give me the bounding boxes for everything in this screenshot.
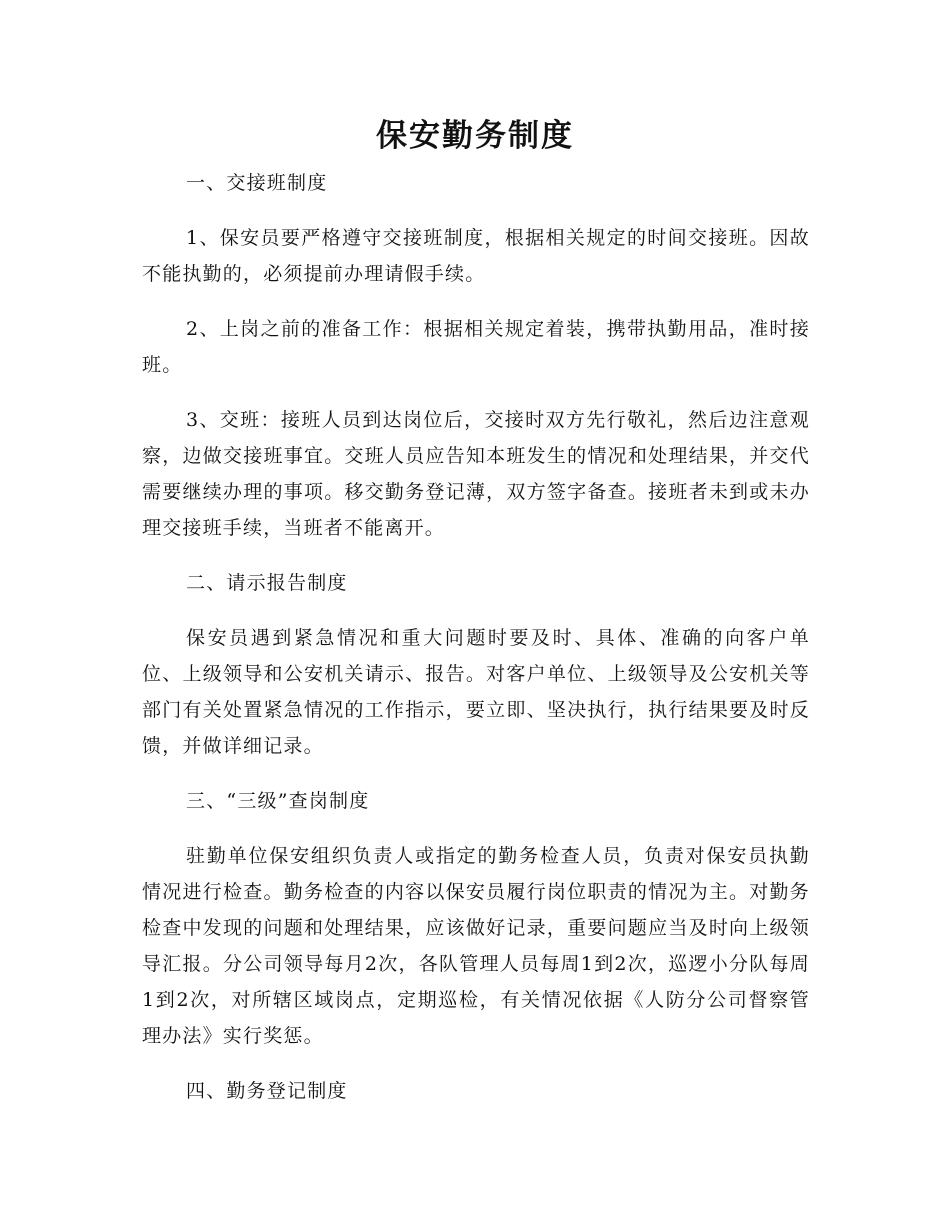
section-heading-handover: 一、交接班制度 [186,172,328,194]
section-heading-registration: 四、勤务登记制度 [186,1080,348,1102]
section-heading-report: 二、请示报告制度 [186,572,348,594]
paragraph-handover-1: 1、保安员要严格遵守交接班制度，根据相关规定的时间交接班。因故不能执勤的，必须提前办理请假手续。 [142,227,810,285]
paragraph-report-1: 保安员遇到紧急情况和重大问题时要及时、具体、准确的向客户单位、上级领导和公安机关请示、报告。对客户单位、上级领导及公安机关等部门有关处置紧急情况的工作指示，要立即、坚决执行，执行结果要及时反馈，并做详细记录。 [142,627,810,757]
paragraph-inspection-1: 驻勤单位保安组织负责人或指定的勤务检查人员，负责对保安员执勤情况进行检查。勤务检查的内容以保安员履行岗位职责的情况为主。对勤务检查中发现的问题和处理结果，应该做好记录，重要问题应当及时向上级领导汇报。分公司领导每月2次，各队管理人员每周1到2次，巡逻小分队每周1到2次，对所辖区域岗点，定期巡检，有关情况依据《人防分公司督察管理办法》实行奖惩。 [142,845,810,1047]
document-body [142,165,810,1109]
document-title: 保安勤务制度 [376,118,574,154]
paragraph-handover-3: 3、交班：接班人员到达岗位后，交接时双方先行敬礼，然后边注意观察，边做交接班事宜。交班人员应告知本班发生的情况和处理结果，并交代需要继续办理的事项。移交勤务登记薄，双方签字备查。接班者未到或未办理交接班手续，当班者不能离开。 [142,409,810,539]
section-heading-inspection: 三、“三级”查岗制度 [186,790,370,812]
paragraph-handover-2: 2、上岗之前的准备工作：根据相关规定着装，携带执勤用品，准时接班。 [142,318,810,376]
